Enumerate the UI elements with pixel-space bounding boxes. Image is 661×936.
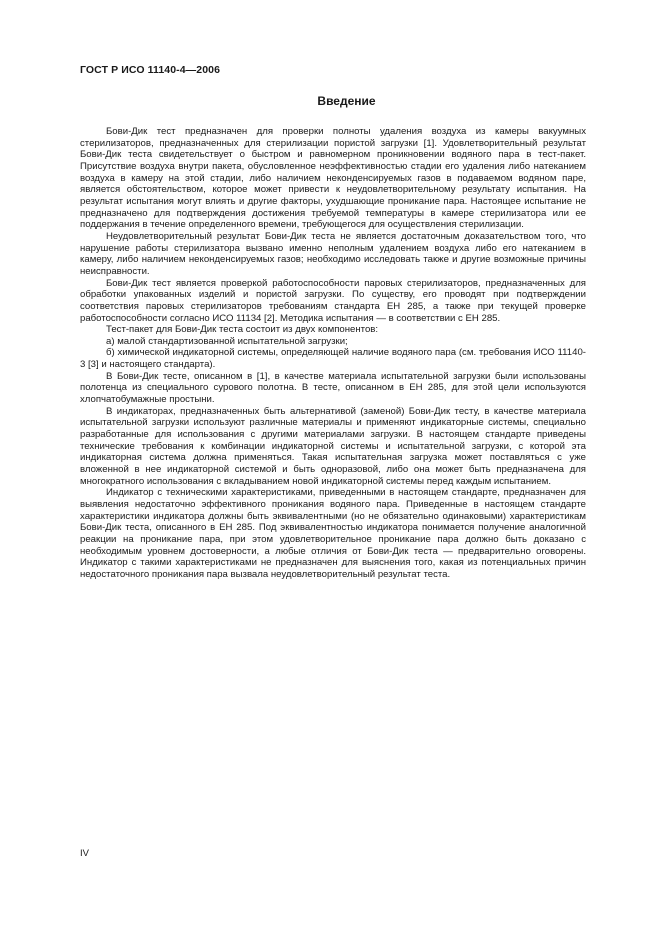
list-item: а) малой стандартизованной испытательной загрузки;: [106, 335, 348, 347]
paragraph: В Бови-Дик тесте, описанном в [1], в качестве материала испытательной загрузки были использованы полотенца из специального сурового полотна. В тесте, описанном в ЕН 285, для этой цели используются хлопчатобумажные простыни.: [80, 370, 586, 406]
list-item: б) химической индикаторной системы, определяющей наличие водяного пара (см. требования ИСО 11140-3 [3] и настоящего стандарта).: [80, 347, 586, 371]
paragraph: Тест-пакет для Бови-Дик теста состоит из двух компонентов:: [106, 324, 379, 336]
document-body: [80, 126, 586, 581]
paragraph: В индикаторах, предназначенных быть альтернативой (заменой) Бови-Дик тесту, в качестве материала испытательной загрузки используют различные материалы и применяют индикаторные системы, специально разработанные для использования с другими материалами загрузки. В настоящем стандарте приведены технические требования к комбинации индикаторной системы и испытательной загрузки, с которой эта индикаторная система должна применяться. Такая испытательная загрузка может поставляться с уже вложенной в нее индикаторной системой и быть одноразовой, либо она может быть предназначена для многократного использования с вкладыванием новой индикаторной системы перед каждым испытанием.: [80, 405, 586, 487]
page-number: IV: [80, 848, 89, 859]
paragraph: Бови-Дик тест является проверкой работоспособности паровых стерилизаторов, предназначенных для обработки упакованных изделий и пористой загрузки. По существу, его проводят при подтверждении соответствия паровых стерилизаторов требованиям стандарта ЕН 285, а также при текущей проверке работоспособности согласно ИСО 11134 [2]. Методика испытания — в соответствии с ЕН 285.: [80, 277, 586, 324]
section-title: Введение: [317, 94, 376, 108]
paragraph: Неудовлетворительный результат Бови-Дик теста не является достаточным доказательством того, что нарушение работы стерилизатора вызвано именно неполным удалением воздуха либо его натеканием в камеру, либо наличием неконденсируемых газов; необходимо исследовать также и другие возможные причины неисправности.: [80, 230, 586, 277]
paragraph: Индикатор с техническими характеристиками, приведенными в настоящем стандарте, предназначен для выявления недостаточно эффективного проникания водяного пара. Приведенные в настоящем стандарте характеристики индикатора должны быть эквивалентными (но не обязательно одинаковыми) характеристикам Бови-Дик теста, описанного в ЕН 285. Под эквивалентностью индикатора понимается получение аналогичной реакции на проникание пара, при этом удовлетворительное проникание пара должно быть доказано с необходимым уровнем достоверности, а любые отличия от Бови-Дик теста — предварительно оговорены. Индикатор с такими характеристиками не предназначен для выяснения того, какая из потенциальных причин недостаточного проникания пара вызвала неудовлетворительный результат теста.: [80, 487, 586, 580]
paragraph: Бови-Дик тест предназначен для проверки полноты удаления воздуха из камеры вакуумных стерилизаторов, предназначенных для стерилизации пористой загрузки [1]. Удовлетворительный результат Бови-Дик теста свидетельствует о быстром и равномерном проникновении водяного пара в тест-пакет. Присутствие воздуха внутри пакета, обусловленное неэффективностью стадии его удаления либо натеканием воздуха в камеру на этой стадии, либо наличием неконденсируемых газов в подаваемом водяном паре, является обстоятельством, которое может привести к неудовлетворительному результату испытания. На результат испытания могут влиять и другие факторы, ухудшающие проникание пара. Настоящее испытание не предназначено для подтверждения достижения требуемой температуры в камере стерилизатора или ее поддержания в течение определенного времени, требующегося для осуществления стерилизации.: [80, 126, 586, 231]
document-header: ГОСТ Р ИСО 11140-4—2006: [80, 64, 221, 76]
